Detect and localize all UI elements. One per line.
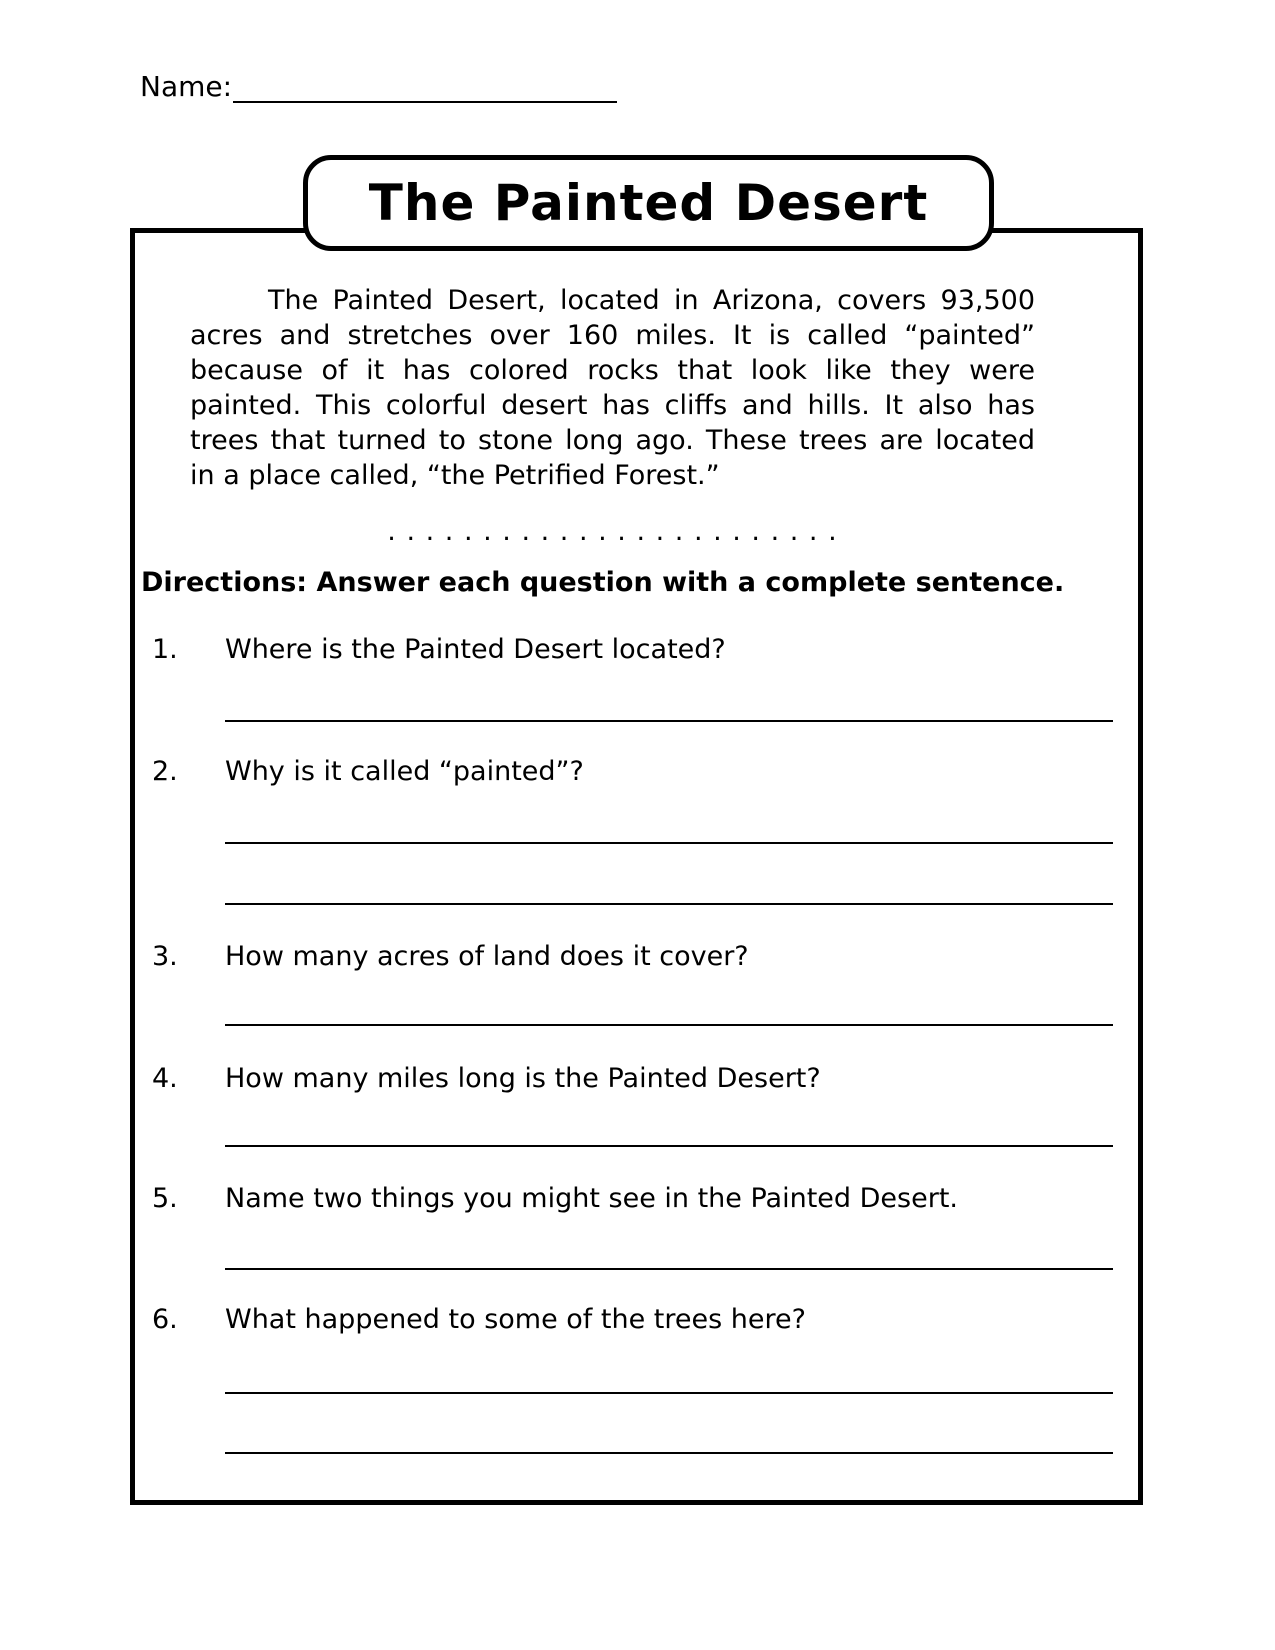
answer-line	[225, 842, 1113, 844]
passage-line: in a place called, “the Petrified Forest.”	[190, 460, 720, 491]
question-number: 4.	[152, 1063, 178, 1094]
answer-line	[225, 1024, 1113, 1026]
passage-line: trees that turned to stone long ago. These trees are located	[190, 425, 1035, 456]
name-label: Name:	[140, 70, 233, 103]
reading-passage	[190, 283, 1035, 493]
passage-line: The Painted Desert, located in Arizona, covers 93,500	[268, 285, 1035, 316]
dotted-separator: . . . . . . . . . . . . . . . . . . . . . . . .	[387, 516, 838, 547]
answer-line	[225, 1392, 1113, 1394]
question-number: 2.	[152, 756, 178, 787]
directions: Directions: Answer each question with a complete sentence.	[141, 567, 1065, 598]
answer-line	[225, 1268, 1113, 1270]
question-text: Why is it called “painted”?	[225, 756, 584, 787]
question-number: 1.	[152, 634, 178, 665]
question-text: How many miles long is the Painted Desert?	[225, 1063, 821, 1094]
title-box	[303, 155, 994, 251]
question-text: What happened to some of the trees here?	[225, 1304, 806, 1335]
passage-line: because of it has colored rocks that look like they were	[190, 355, 1035, 386]
question-number: 6.	[152, 1304, 178, 1335]
question-text: Where is the Painted Desert located?	[225, 634, 726, 665]
worksheet-title: The Painted Desert	[368, 174, 929, 232]
answer-line	[225, 903, 1113, 905]
answer-line	[225, 1452, 1113, 1454]
question-number: 3.	[152, 941, 178, 972]
answer-line	[225, 1145, 1113, 1147]
question-text: How many acres of land does it cover?	[225, 941, 749, 972]
question-number: 5.	[152, 1183, 178, 1214]
answer-line	[225, 720, 1113, 722]
passage-line: acres and stretches over 160 miles. It is called “painted”	[190, 320, 1035, 351]
passage-line: painted. This colorful desert has cliffs and hills. It also has	[190, 390, 1035, 421]
name-blank-line	[233, 101, 617, 103]
question-text: Name two things you might see in the Painted Desert.	[225, 1183, 958, 1214]
